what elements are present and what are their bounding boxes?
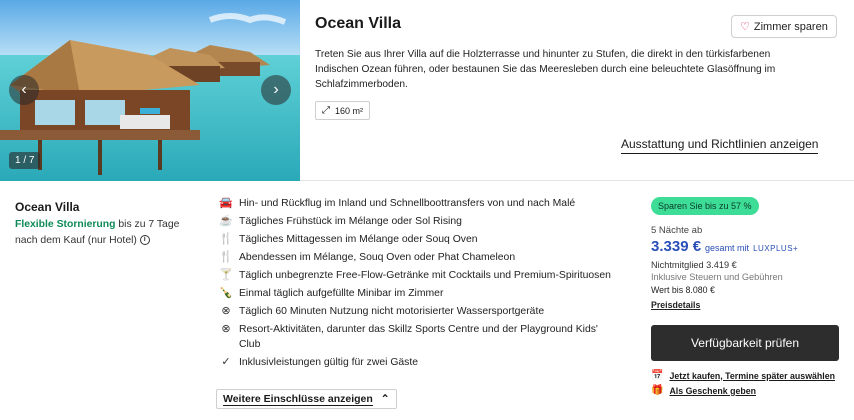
inclusion-item [219,286,619,301]
inclusion-text: Inklusivleistungen gültig für zwei Gäste [239,357,419,368]
gift-label: Als Geschenk geben [669,385,756,396]
cancellation-policy [15,217,195,249]
room-size-chip [315,101,370,120]
price-line [651,238,841,255]
price-suffix: gesamt mit [705,243,750,253]
inclusion-text: Tägliches Frühstück im Mélange oder Sol Rising [239,216,462,227]
resize-icon: ⤢ [322,105,330,116]
inclusion-item [219,250,619,265]
price-details-link[interactable]: Preisdetails [651,300,701,310]
chevron-up-icon: ⌃ [380,393,390,405]
price-value: 3.339 € [651,238,702,255]
inclusion-item [219,355,619,370]
inclusion-item [219,214,619,229]
cutlery-icon: 🍴 [219,251,233,263]
room-description: Treten Sie aus Ihrer Villa auf die Holzterrasse und hinunter zu Stufen, die direkt in den türkisfarbenen Indischen Ozean führen, oder bestaunen Sie das Meeresleben durch eine beleuchtete Glasöffnung im Schlafzimmerboden. [315,49,776,90]
inclusions-list [219,196,619,373]
coffee-icon: ☕ [219,215,233,227]
car-icon: 🚘 [219,197,233,209]
check-availability-button[interactable]: Verfügbarkeit prüfen [651,325,839,361]
drink-icon: 🍸 [219,269,233,281]
room-title: Ocean Villa [315,15,401,32]
rate-info [15,200,195,249]
chevron-right-icon: › [273,81,279,98]
room-size-label: 160 m² [335,105,364,116]
price-panel [651,196,841,313]
room-card [0,0,854,181]
worth-value: Wert bis 8.080 € [651,285,715,295]
more-inclusions-label: Weitere Einschlüsse anzeigen [223,392,373,405]
inclusion-text: Täglich unbegrenzte Free-Flow-Getränke mit Cocktails und Premium-Spirituosen [239,270,611,281]
photo-prev-button[interactable] [9,75,39,105]
nights-label: 5 Nächte ab [651,225,703,236]
more-inclusions-button[interactable] [216,389,397,409]
photo-next-button[interactable] [261,75,291,105]
inclusion-item [219,304,619,319]
inclusion-text: Einmal täglich aufgefüllte Minibar im Zimmer [239,288,444,299]
buy-now-link[interactable] [651,370,835,381]
flexible-cancellation-label: Flexible Stornierung [15,219,116,230]
rate-title: Ocean Villa [15,200,80,214]
buy-now-label: Jetzt kaufen, Termine später auswählen [669,370,836,381]
save-room-label: Zimmer sparen [753,20,828,33]
info-icon[interactable]: i [140,235,150,245]
taxes-note: Inklusive Steuern und Gebühren [651,272,783,282]
calendar-icon: 📅 [651,370,664,381]
inclusion-item [219,196,619,211]
cancellation-text: bis zu 7 Tage nach dem Kauf (nur Hotel) [15,219,180,246]
cutlery-icon: 🍴 [219,233,233,245]
inclusion-text: Hin- und Rückflug im Inland und Schnellboottransfers von und nach Malé [239,198,576,209]
inclusion-item [219,322,619,352]
activity-icon: ⊗ [221,323,231,335]
inclusion-item [219,232,619,247]
check-icon: ✓ [221,356,231,368]
inclusion-text: Täglich 60 Minuten Nutzung nicht motorisierter Wassersportgeräte [239,306,545,317]
heart-icon: ♡ [740,21,750,33]
room-photo[interactable] [0,0,300,181]
watersport-icon: ⊗ [221,305,231,317]
chevron-left-icon: ‹ [21,81,27,98]
villa-photo-image [0,0,300,181]
inclusion-text: Abendessen im Mélange, Souq Oven oder Phat Chameleon [239,252,516,263]
inclusion-item [219,268,619,283]
luxplus-logo: LUXPLUS+ [753,244,799,253]
save-room-button[interactable] [731,15,837,38]
minibar-icon: 🍾 [219,287,233,299]
inclusion-text: Resort-Aktivitäten, darunter das Skillz Sports Centre und der Playground Kids' Club [239,324,598,350]
amenities-link[interactable]: Ausstattung und Richtlinien anzeigen [621,137,818,154]
savings-badge: Sparen Sie bis zu 57 % [651,197,759,215]
gift-icon: 🎁 [651,385,664,396]
photo-counter: 1 / 7 [9,152,40,169]
inclusion-text: Tägliches Mittagessen im Mélange oder Souq Oven [239,234,478,245]
non-member-price: Nichtmitglied 3.419 € [651,260,737,270]
gift-link[interactable] [651,385,756,396]
